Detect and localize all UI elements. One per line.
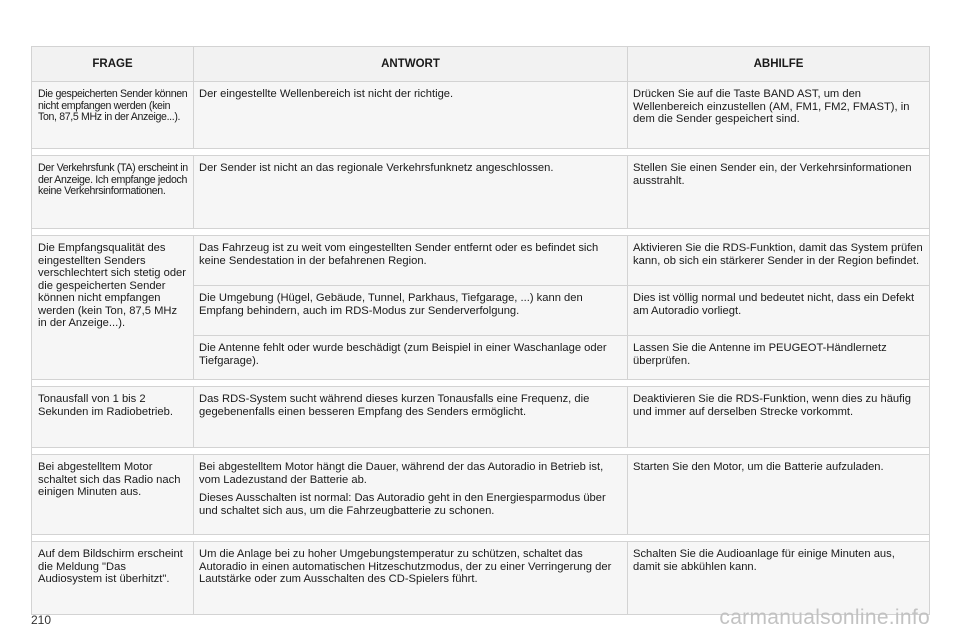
answer-text: Der eingestellte Wellenbereich ist nicht der richtige.	[199, 88, 454, 100]
table-row	[32, 82, 930, 149]
header-antwort: ANTWORT	[194, 47, 628, 82]
remedy-cell: Lassen Sie die Antenne im PEUGEOT-Händlernetz überprüfen.	[628, 336, 930, 380]
page-number: 210	[31, 613, 52, 627]
table-header-row	[32, 47, 930, 82]
spacer-cell	[32, 149, 930, 156]
question-cell: Tonausfall von 1 bis 2 Sekunden im Radiobetrieb.	[32, 387, 194, 448]
row-spacer	[32, 149, 930, 156]
answer-text: Die Antenne fehlt oder wurde beschädigt (zum Beispiel in einer Waschanlage oder Tiefgarage).	[199, 342, 607, 367]
row-spacer	[32, 229, 930, 236]
row-spacer	[32, 448, 930, 455]
answer-text: Das Fahrzeug ist zu weit vom eingestellten Sender entfernt oder es befindet sich keine Sendestation in der befahrenen Region.	[199, 242, 599, 267]
answer-cell	[194, 542, 628, 615]
remedy-cell: Dies ist völlig normal und bedeutet nicht, dass ein Defekt am Autoradio vorliegt.	[628, 286, 930, 336]
answer-text: Bei abgestelltem Motor hängt die Dauer, während der das Autoradio in Betrieb ist, vom Ladezustand der Batterie ab.	[199, 461, 604, 486]
answer-cell	[194, 236, 628, 286]
table-row	[32, 236, 930, 286]
row-spacer	[32, 535, 930, 542]
spacer-cell	[32, 448, 930, 455]
spacer-cell	[32, 380, 930, 387]
answer-cell	[194, 455, 628, 535]
remedy-cell: Aktivieren Sie die RDS-Funktion, damit das System prüfen kann, ob sich ein stärkerer Sender in der Region befindet.	[628, 236, 930, 286]
remedy-cell: Drücken Sie auf die Taste BAND AST, um den Wellenbereich einzustellen (AM, FM1, FM2, FMAST), in dem die Sender gespeichert sind.	[628, 82, 930, 149]
answer-cell	[194, 82, 628, 149]
table-row	[32, 156, 930, 229]
remedy-cell: Starten Sie den Motor, um die Batterie aufzuladen.	[628, 455, 930, 535]
row-spacer	[32, 380, 930, 387]
answer-text: Das RDS-System sucht während dieses kurzen Tonausfalls eine Frequenz, die gegebenenfalls einen besseren Empfang des Senders ermöglicht.	[199, 393, 590, 418]
remedy-cell: Schalten Sie die Audioanlage für einige Minuten aus, damit sie abkühlen kann.	[628, 542, 930, 615]
answer-text: Der Sender ist nicht an das regionale Verkehrsfunknetz angeschlossen.	[199, 162, 554, 174]
spacer-cell	[32, 535, 930, 542]
watermark-logo: carmanualsonline.info	[719, 606, 930, 629]
answer-text: Die Umgebung (Hügel, Gebäude, Tunnel, Parkhaus, Tiefgarage, ...) kann den Empfang behindern, auch im RDS-Modus zur Senderverfolgung.	[199, 292, 583, 317]
remedy-cell: Deaktivieren Sie die RDS-Funktion, wenn dies zu häufig und immer auf derselben Strecke vorkommt.	[628, 387, 930, 448]
answer-cell	[194, 336, 628, 380]
remedy-cell: Stellen Sie einen Sender ein, der Verkehrsinformationen ausstrahlt.	[628, 156, 930, 229]
question-cell: Bei abgestelltem Motor schaltet sich das Radio nach einigen Minuten aus.	[32, 455, 194, 535]
table-row	[32, 455, 930, 535]
table-row	[32, 387, 930, 448]
answer-text: Dieses Ausschalten ist normal: Das Autoradio geht in den Energiesparmodus über und schaltet sich aus, um die Fahrzeugbatterie zu schonen.	[199, 492, 606, 517]
answer-cell	[194, 156, 628, 229]
answer-cell	[194, 286, 628, 336]
answer-text: Um die Anlage bei zu hoher Umgebungstemperatur zu schützen, schaltet das Autoradio in einen automatischen Hitzeschutzmodus, der zu einer Verringerung der Lautstärke oder zum Ausschalten des CD-Spielers führt.	[199, 548, 612, 585]
header-abhilfe: ABHILFE	[628, 47, 930, 82]
question-cell: Auf dem Bildschirm erscheint die Meldung "Das Audiosystem ist überhitzt".	[32, 542, 194, 615]
question-cell: Der Verkehrsfunk (TA) erscheint in der Anzeige. Ich empfange jedoch keine Verkehrsinformationen.	[32, 156, 194, 229]
header-frage: FRAGE	[32, 47, 194, 82]
question-cell: Die Empfangsqualität des eingestellten Senders verschlechtert sich stetig oder die gespeicherten Sender können nicht empfangen werden (kein Ton, 87,5 MHz in der Anzeige...).	[32, 236, 194, 380]
question-cell: Die gespeicherten Sender können nicht empfangen werden (kein Ton, 87,5 MHz in der Anzeige...).	[32, 82, 194, 149]
answer-cell	[194, 387, 628, 448]
spacer-cell	[32, 229, 930, 236]
troubleshooting-table	[31, 46, 930, 615]
table-row	[32, 542, 930, 615]
